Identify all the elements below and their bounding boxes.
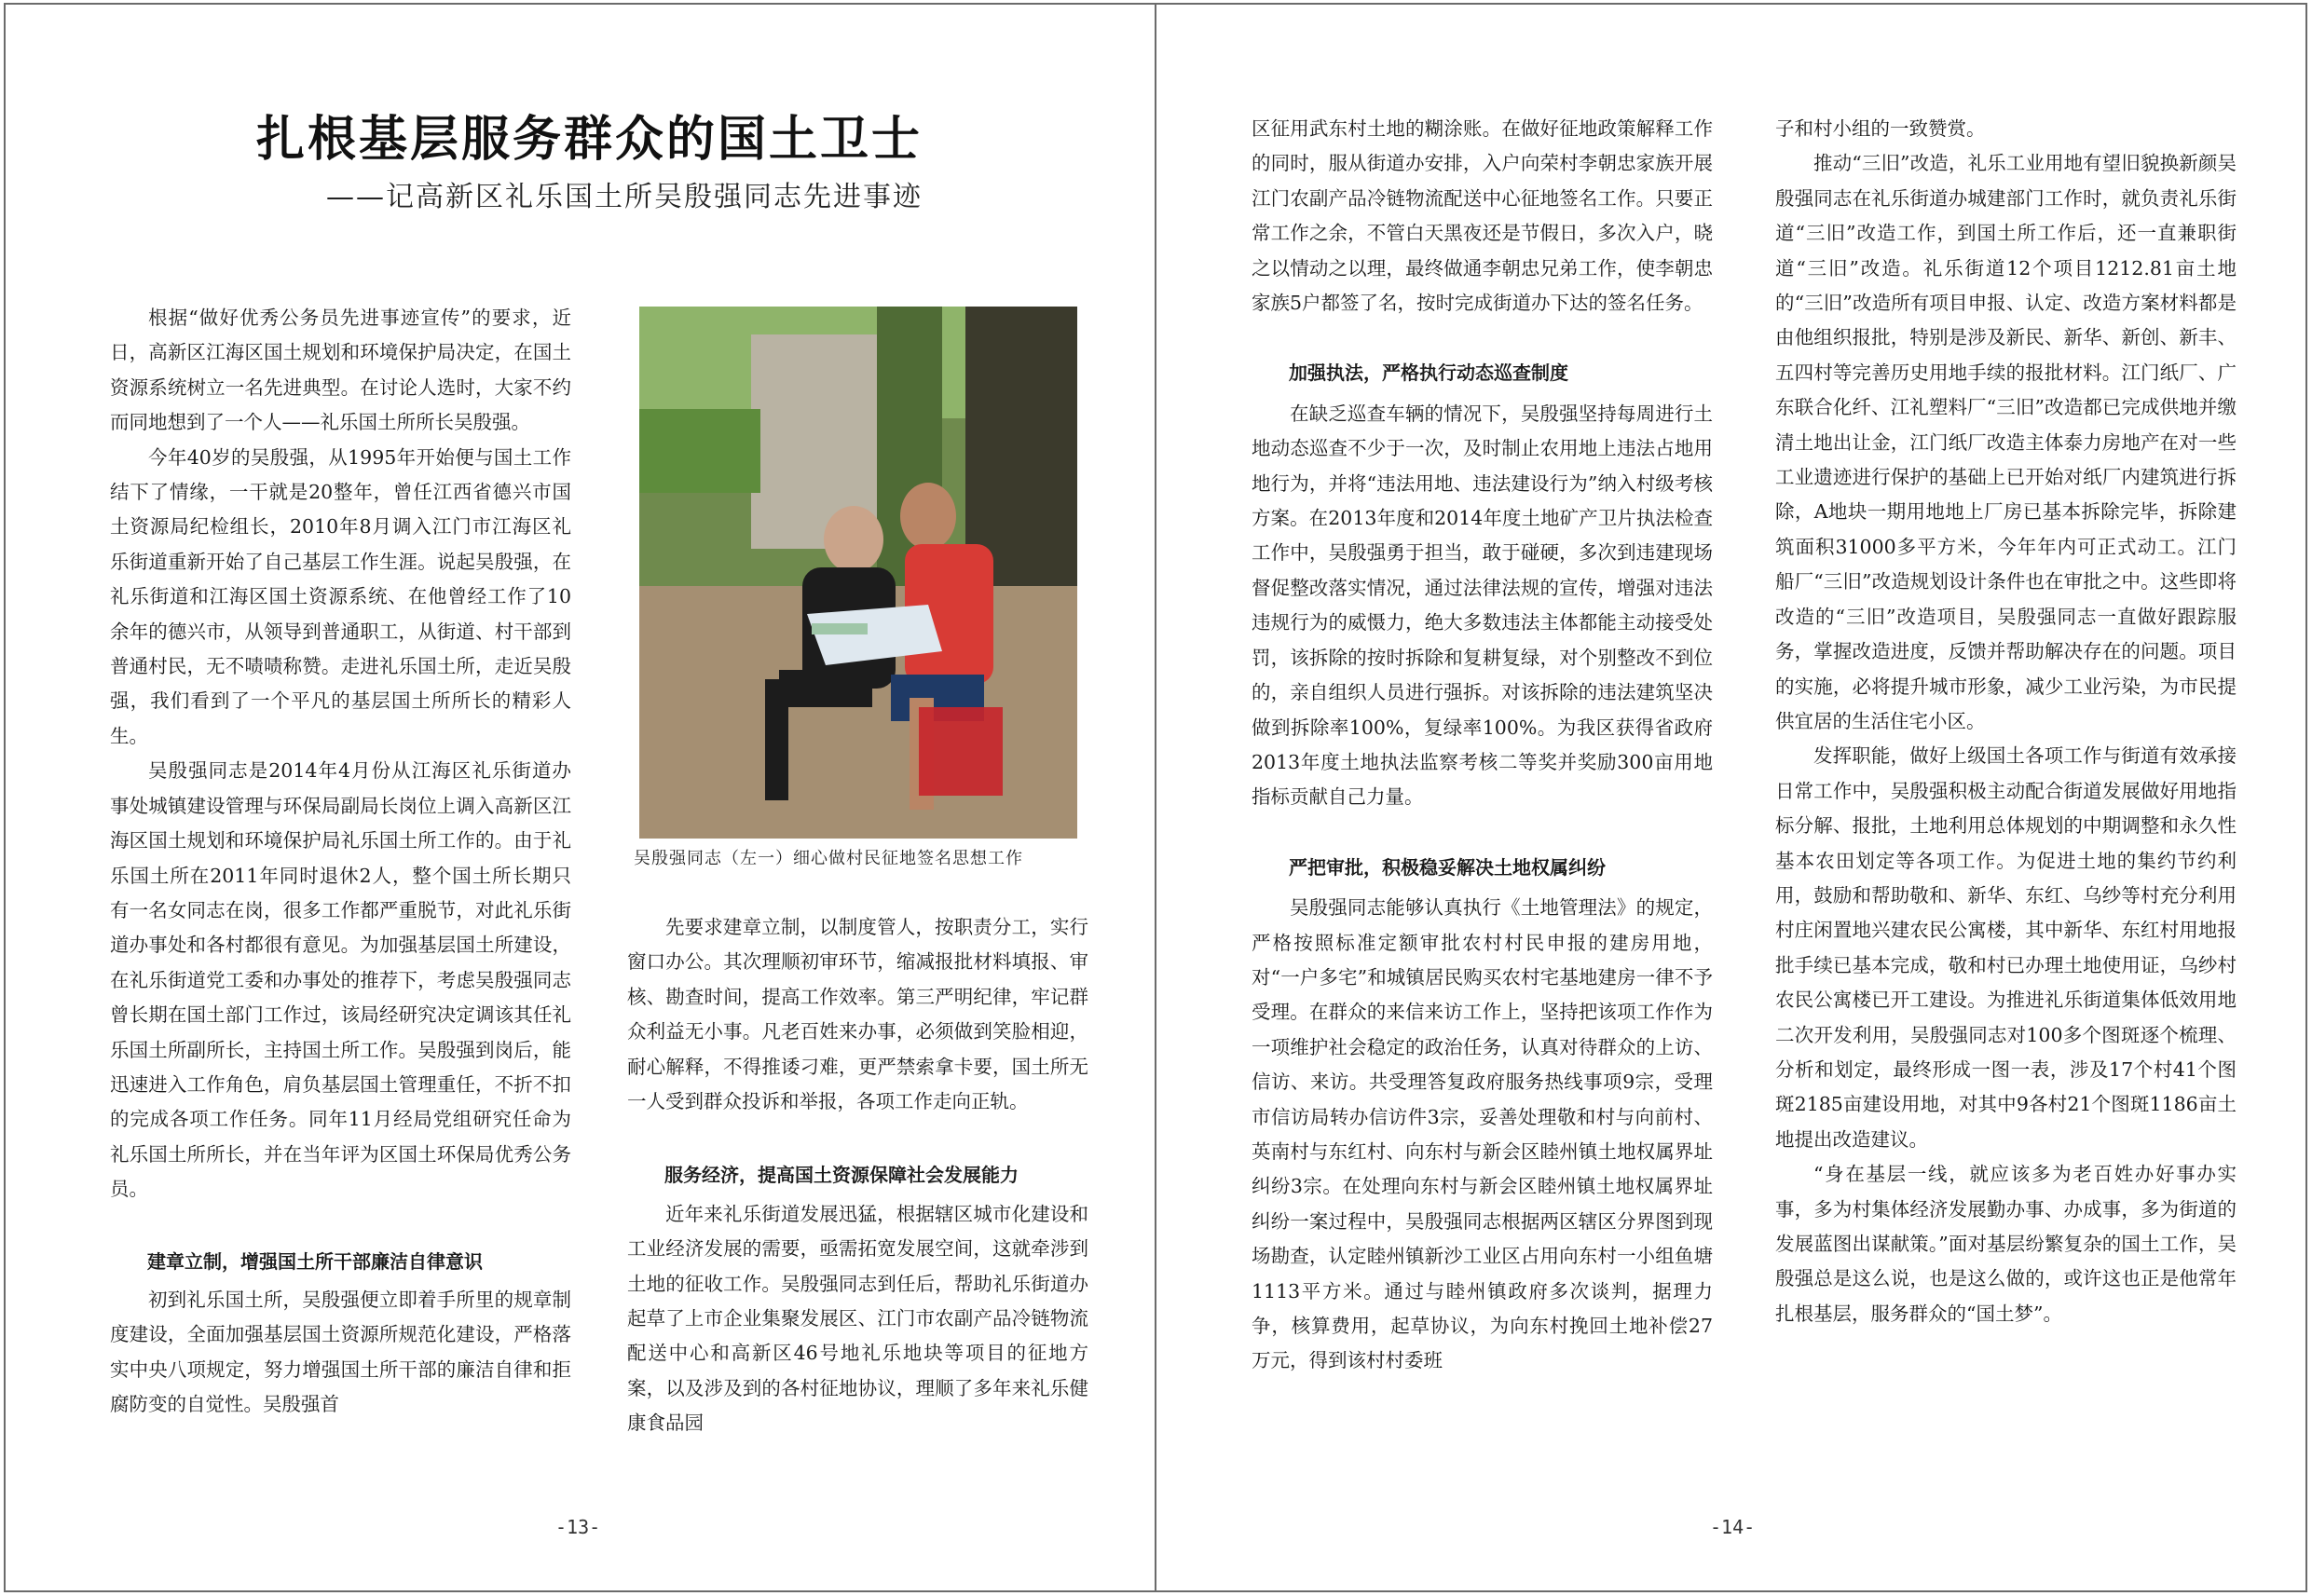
left-column-1 (110, 301, 571, 1423)
paragraph: 在缺乏巡查车辆的情况下，吴殷强坚持每周进行土地动态巡查不少于一次，及时制止农用地上违法占地用地行为，并将“违法用地、违法建设行为”纳入村级考核方案。在2013年度和2014年度土地矿产卫片执法检查工作中，吴殷强勇于担当，敢于碰硬，多次到违建现场督促整改落实情况，通过法律法规的宣传，增强对违法违规行为的威慑力，绝大多数违法主体都能主动接受处罚，该拆除的按时拆除和复耕复绿，对个别整改不到位的，亲自组织人员进行强拆。对该拆除的违法建筑坚决做到拆除率100%，复绿率100%。为我区获得省政府2013年度土地执法监察考核二等奖并奖励300亩用地指标贡献自己力量。 (1252, 402, 1713, 809)
section-heading: 建章立制，增强国土所干部廉洁自律意识 (147, 1249, 483, 1273)
page-number-right: -14- (1710, 1516, 1756, 1538)
article-subtitle: ——记高新区礼乐国土所吴殷强同志先进事迹 (326, 181, 923, 213)
photo-illustration (639, 307, 1077, 839)
left-column-2 (627, 910, 1088, 1441)
paragraph: 吴殷强同志能够认真执行《土地管理法》的规定，严格按照标准定额审批农村村民申报的建房用地，对“一户多宅”和城镇居民购买农村宅基地建房一律不予受理。在群众的来信来访工作上，坚持把该项工作作为一项维护社会稳定的政治任务，认真对待群众的上访、信访、来访。共受理答复政府服务热线事项9宗，受理市信访局转办信访件3宗，妥善处理敬和村与向前村、英南村与东红村、向东村与新会区睦州镇土地权属界址纠纷3宗。在处理向东村与新会区睦州镇土地权属界址纠纷一案过程中，吴殷强同志根据两区辖区分界图到现场勘查，认定睦州镇新沙工业区占用向东村一小组鱼塘1113平方米。通过与睦州镇政府多次谈判，据理力争，核算费用，起草协议，为向东村挽回土地补偿27万元，得到该村村委班 (1252, 896, 1713, 1372)
paragraph: 区征用武东村土地的糊涂账。在做好征地政策解释工作的同时，服从街道办安排，入户向荣村李朝忠家族开展江门农副产品冷链物流配送中心征地签名工作。只要正常工作之余，不管白天黑夜还是节假日，多次入户，晓之以情动之以理，最终做通李朝忠兄弟工作，使李朝忠家族5户都签了名，按时完成街道办下达的签名任务。 (1252, 117, 1713, 315)
paragraph: “身在基层一线，就应该多为老百姓办好事办实事，多为村集体经济发展勤办事、办成事，多为街道的发展蓝图出谋献策。”面对基层纷繁复杂的国土工作，吴殷强总是这么说，也是这么做的，或许这也正是他常年扎根基层，服务群众的“国土梦”。 (1775, 1163, 2237, 1325)
paragraph: 发挥职能，做好上级国土各项工作与街道有效承接日常工作中，吴殷强积极主动配合街道发展做好用地指标分解、报批，土地利用总体规划的中期调整和永久性基本农田划定等各项工作。为促进土地的集约节约利用，鼓励和帮助敬和、新华、东红、乌纱等村充分利用村庄闲置地兴建农民公寓楼，其中新华、东红村用地报批手续已基本完成，敬和村已办理土地使用证，乌纱村农民公寓楼已开工建设。为推进礼乐街道集体低效用地二次开发利用，吴殷强同志对100多个图斑逐个梳理、分析和划定，最终形成一图一表，涉及17个村41个图斑2185亩建设用地，对其中9各村21个图斑1186亩土地提出改造建议。 (1775, 744, 2237, 1151)
photo-caption: 吴殷强同志（左一）细心做村民征地签名思想工作 (634, 849, 1023, 868)
paragraph: 子和村小组的一致赞赏。 (1775, 117, 1986, 140)
paragraph: 近年来礼乐街道发展迅猛，根据辖区城市化建设和工业经济发展的需要，亟需拓宽发展空间，这就牵涉到土地的征收工作。吴殷强同志到任后，帮助礼乐街道办起草了上市企业集聚发展区、江门市农副产品冷链物流配送中心和高新区46号地礼乐地块等项目的征地方案，以及涉及到的各村征地协议，理顺了多年来礼乐健康食品园 (627, 1202, 1088, 1435)
paragraph: 推动“三旧”改造，礼乐工业用地有望旧貌换新颜吴殷强同志在礼乐街道办城建部门工作时，就负责礼乐街道“三旧”改造工作，到国土所工作后，还一直兼职街道“三旧”改造。礼乐街道12个项目1212.81亩土地的“三旧”改造所有项目申报、认定、改造方案材料都是由他组织报批，特别是涉及新民、新华、新创、新丰、五四村等完善历史用地手续的报批材料。江门纸厂、广东联合化纤、江礼塑料厂“三旧”改造都已完成供地并缴清土地出让金，江门纸厂改造主体泰力房地产在对一些工业遗迹进行保护的基础上已开始对纸厂内建筑进行拆除，A地块一期用地地上厂房已基本拆除完毕，拆除建筑面积31000多平方米，今年年内可正式动工。江门船厂“三旧”改造规划设计条件也在审批之中。这些即将改造的“三旧”改造项目，吴殷强同志一直做好跟踪服务，掌握改造进度，反馈并帮助解决存在的问题。项目的实施，必将提升城市形象，减少工业污染，为市民提供宜居的生活住宅小区。 (1775, 152, 2237, 732)
right-column-2 (1775, 112, 2237, 1331)
paragraph: 根据“做好优秀公务员先进事迹宣传”的要求，近日，高新区江海区国土规划和环境保护局决定，在国土资源系统树立一名先进典型。在讨论人选时，大家不约而同地想到了一个人——礼乐国土所所长吴殷强。 (110, 307, 571, 434)
section-heading: 严把审批，积极稳妥解决土地权属纠纷 (1289, 855, 1606, 879)
paragraph: 今年40岁的吴殷强，从1995年开始便与国土工作结下了情缘，一干就是20整年，曾任江西省德兴市国土资源局纪检组长，2010年8月调入江门市江海区礼乐街道重新开始了自己基层工作生涯。说起吴殷强，在礼乐街道和江海区国土资源系统、在他曾经工作了10余年的德兴市，从领导到普通职工，从街道、村干部到普通村民，无不啧啧称赞。走进礼乐国土所，走近吴殷强，我们看到了一个平凡的基层国土所所长的精彩人生。 (110, 445, 571, 747)
page-number-left: -13- (555, 1516, 601, 1538)
section-heading: 加强执法，严格执行动态巡查制度 (1289, 361, 1568, 385)
book-spine-divider (1155, 3, 1156, 1592)
section-heading: 服务经济，提高国土资源保障社会发展能力 (664, 1164, 1019, 1187)
article-title: 扎根基层服务群众的国土卫士 (256, 111, 923, 168)
paragraph: 吴殷强同志是2014年4月份从江海区礼乐街道办事处城镇建设管理与环保局副局长岗位上调入高新区江海区国土规划和环境保护局礼乐国土所工作的。由于礼乐国土所在2011年同时退休2人，整个国土所长期只有一名女同志在岗，很多工作都严重脱节，对此礼乐街道办事处和各村都很有意见。为加强基层国土所建设，在礼乐街道党工委和办事处的推荐下，考虑吴殷强同志曾长期在国土部门工作过，该局经研究决定调该其任礼乐国土所副所长，主持国土所工作。吴殷强到岗后，能迅速进入工作角色，肩负基层国土管理重任，不折不扣的完成各项工作任务。同年11月经局党组研究任命为礼乐国土所所长，并在当年评为区国土环保局优秀公务员。 (110, 759, 571, 1201)
paragraph: 初到礼乐国土所，吴殷强便立即着手所里的规章制度建设，全面加强基层国土资源所规范化建设，严格落实中央八项规定，努力增强国土所干部的廉洁自律和拒腐防变的自觉性。吴殷强首 (110, 1288, 571, 1416)
paragraph: 先要求建章立制，以制度管人，按职责分工，实行窗口办公。其次理顺初审环节，缩减报批材料填报、审核、勘查时间，提高工作效率。第三严明纪律，牢记群众利益无小事。凡老百姓来办事，必须做到笑脸相迎，耐心解释，不得推诿刁难，更严禁索拿卡要，国土所无一人受到群众投诉和举报，各项工作走向正轨。 (627, 916, 1088, 1113)
article-photo (639, 307, 1077, 839)
right-column-1 (1252, 112, 1713, 1379)
